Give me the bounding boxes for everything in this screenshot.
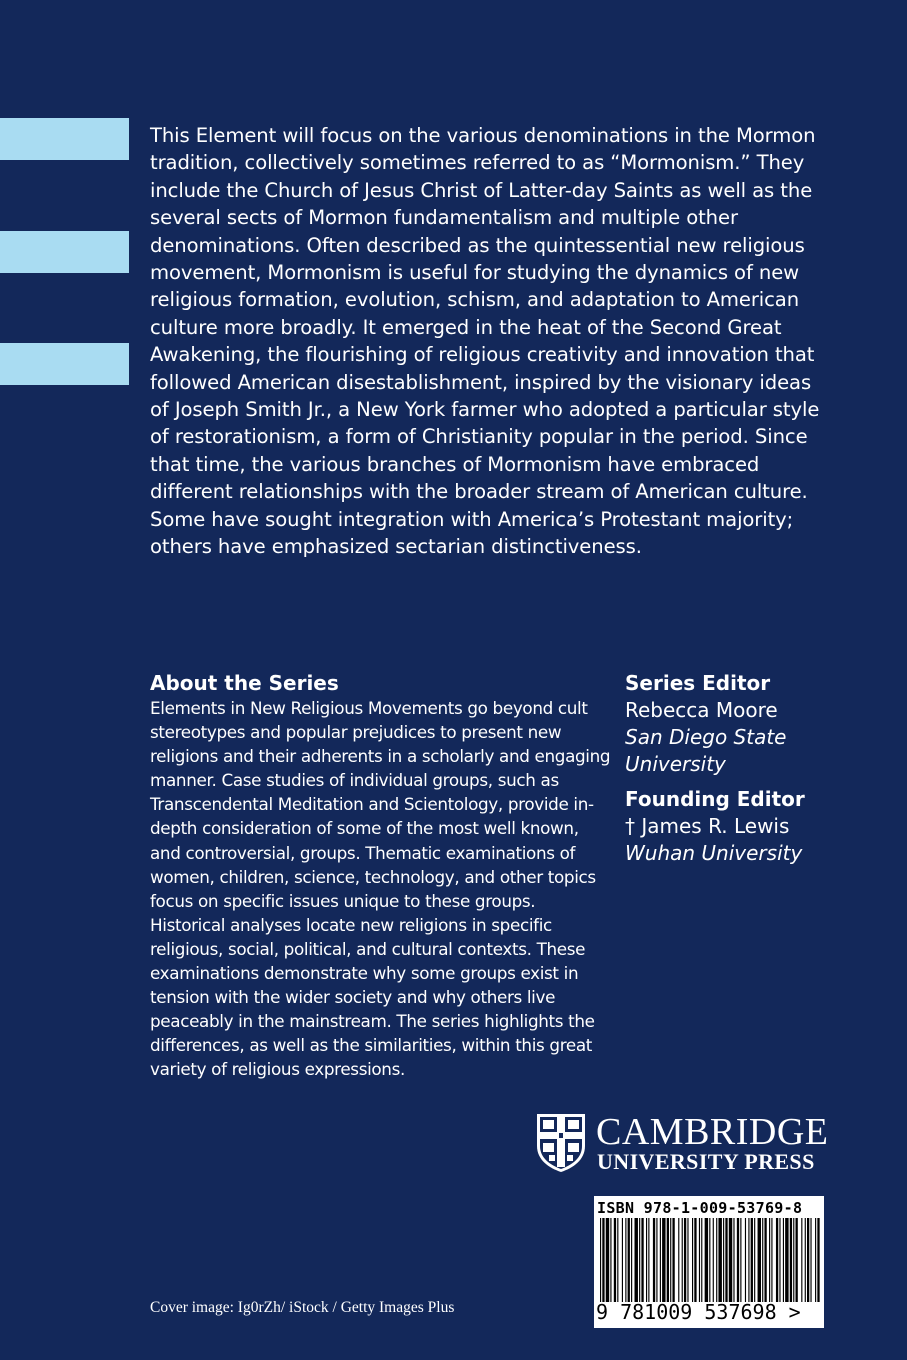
barcode-bar (602, 1218, 604, 1302)
accent-bar-middle (0, 231, 129, 273)
accent-bar-bottom (0, 343, 129, 385)
founding-editor-name: † James R. Lewis (625, 814, 790, 838)
barcode-bar (785, 1218, 788, 1302)
barcode-bar (709, 1218, 710, 1302)
series-editor-institution-line1: San Diego State (625, 725, 787, 749)
publisher-name-line2: UNIVERSITY PRESS (597, 1149, 815, 1174)
barcode-bar (776, 1218, 778, 1302)
founding-editor-institution: Wuhan University (625, 841, 803, 865)
barcode-bar (810, 1218, 811, 1302)
accent-bar-top (0, 118, 129, 160)
book-blurb: This Element will focus on the various denominations in the Mormon tradition, collectively sometimes referred to as “Mormonism.” They include the Church of Jesus Christ of Latter-day Saints as well as the several sects of Mormon fundamentalism and multiple other denominations. Often described as the quintessential new religious movement, Mormonism is useful for studying the dynamics of new religious formation, evolution, schism, and adaptation to American culture more broadly. It emerged in the heat of the Second Great Awakening, the flourishing of religious creativity and innovation that followed American disestablishment, inspired by the visionary ideas of Joseph Smith Jr., a New York farmer who adopted a particular style of restorationism, a form of Christianity popular in the period. Since that time, the various branches of Mormonism have embraced different relationships with the broader stream of American culture. Some have sought integration with America’s Protestant majority; others have emphasized sectarian distinctiveness. (150, 124, 820, 559)
barcode-bar (656, 1218, 657, 1302)
about-heading: About the Series (150, 671, 339, 695)
barcode-bar (631, 1218, 632, 1302)
barcode-bar (617, 1218, 618, 1302)
barcode-bar (783, 1218, 784, 1302)
editors-block (625, 670, 895, 867)
founding-editor-heading: Founding Editor (625, 787, 805, 811)
barcode-bar (692, 1218, 693, 1302)
barcode-bar (701, 1218, 702, 1302)
barcode-bar (796, 1218, 798, 1302)
isbn-barcode (594, 1196, 824, 1328)
barcode-bar (793, 1218, 794, 1302)
barcode-bar (699, 1218, 700, 1302)
barcode-bar (779, 1218, 780, 1302)
barcode-bar (622, 1218, 623, 1302)
barcode-bar (646, 1218, 647, 1302)
barcode-bar (672, 1218, 674, 1302)
barcode-bar (737, 1218, 739, 1302)
cambridge-shield-icon (535, 1112, 587, 1174)
barcode-bar (790, 1218, 792, 1302)
barcode-bar (764, 1218, 766, 1302)
series-editor-name: Rebecca Moore (625, 698, 778, 722)
barcode-bar (762, 1218, 763, 1302)
publisher-logo (535, 1112, 835, 1176)
barcode-bars (598, 1218, 820, 1302)
barcode-bar (723, 1218, 724, 1302)
barcode-bar (682, 1218, 683, 1302)
barcode-bar (705, 1218, 708, 1302)
barcode-bar (771, 1218, 772, 1302)
barcode-bar (801, 1218, 802, 1302)
barcode-digits: 9 781009 537698 > (596, 1300, 801, 1324)
barcode-bar (751, 1218, 753, 1302)
barcode-bar (678, 1218, 679, 1302)
cover-image-credit: Cover image: Ig0rZh/ iStock / Getty Images Plus (150, 1299, 455, 1316)
barcode-bar (660, 1218, 661, 1302)
barcode-bar (635, 1218, 638, 1302)
series-editor-heading: Series Editor (625, 671, 771, 695)
publisher-name-line1: CAMBRIDGE (596, 1111, 829, 1153)
barcode-bar (769, 1218, 770, 1302)
barcode-bar (733, 1218, 734, 1302)
barcode-bar (610, 1218, 611, 1302)
series-editor-institution-line2: University (625, 752, 726, 776)
barcode-bar (713, 1218, 714, 1302)
barcode-bar (625, 1218, 626, 1302)
barcode-bar (687, 1218, 688, 1302)
barcode-bar (817, 1218, 819, 1302)
barcode-bar (628, 1218, 630, 1302)
barcode-bar (662, 1218, 665, 1302)
barcode-bar (718, 1218, 721, 1302)
barcode-bar (600, 1218, 601, 1302)
barcode-bar (639, 1218, 640, 1302)
barcode-bar (748, 1218, 749, 1302)
barcode-bar (740, 1218, 741, 1302)
barcode-bar (614, 1218, 616, 1302)
about-body: Elements in New Religious Movements go beyond cult stereotypes and popular prejudices to present new religions and their adherents in a scholarly and engaging manner. Case studies of individual groups, such as Transcendental Meditation and Scientology, provide in-depth consideration of some of the most well known, and controversial, groups. Thematic examinations of women, children, science, technology, and other topics focus on specific issues unique to these groups. Historical analyses locate new religions in specific religious, social, political, and cultural contexts. These examinations demonstrate why some groups exist in tension with the wider society and why others live peaceably in the mainstream. The series highlights the differences, as well as the similarities, within this great variety of religious expressions. (150, 698, 611, 1080)
barcode-bar (815, 1218, 816, 1302)
barcode-bar (653, 1218, 655, 1302)
barcode-bar (694, 1218, 696, 1302)
barcode-bar (648, 1218, 649, 1302)
barcode-bar (729, 1218, 732, 1302)
barcode-bar (684, 1218, 686, 1302)
barcode-bar (807, 1218, 809, 1302)
barcode-bar (670, 1218, 671, 1302)
barcode-bar (667, 1218, 669, 1302)
barcode-bar (745, 1218, 746, 1302)
barcode-bar (754, 1218, 755, 1302)
barcode-bar (716, 1218, 717, 1302)
isbn-label: ISBN 978-1-009-53769-8 (597, 1199, 803, 1217)
barcode-bar (805, 1218, 806, 1302)
about-the-series (150, 670, 612, 1082)
barcode-bar (725, 1218, 727, 1302)
barcode-bar (641, 1218, 643, 1302)
barcode-bar (606, 1218, 609, 1302)
barcode-bar (758, 1218, 761, 1302)
